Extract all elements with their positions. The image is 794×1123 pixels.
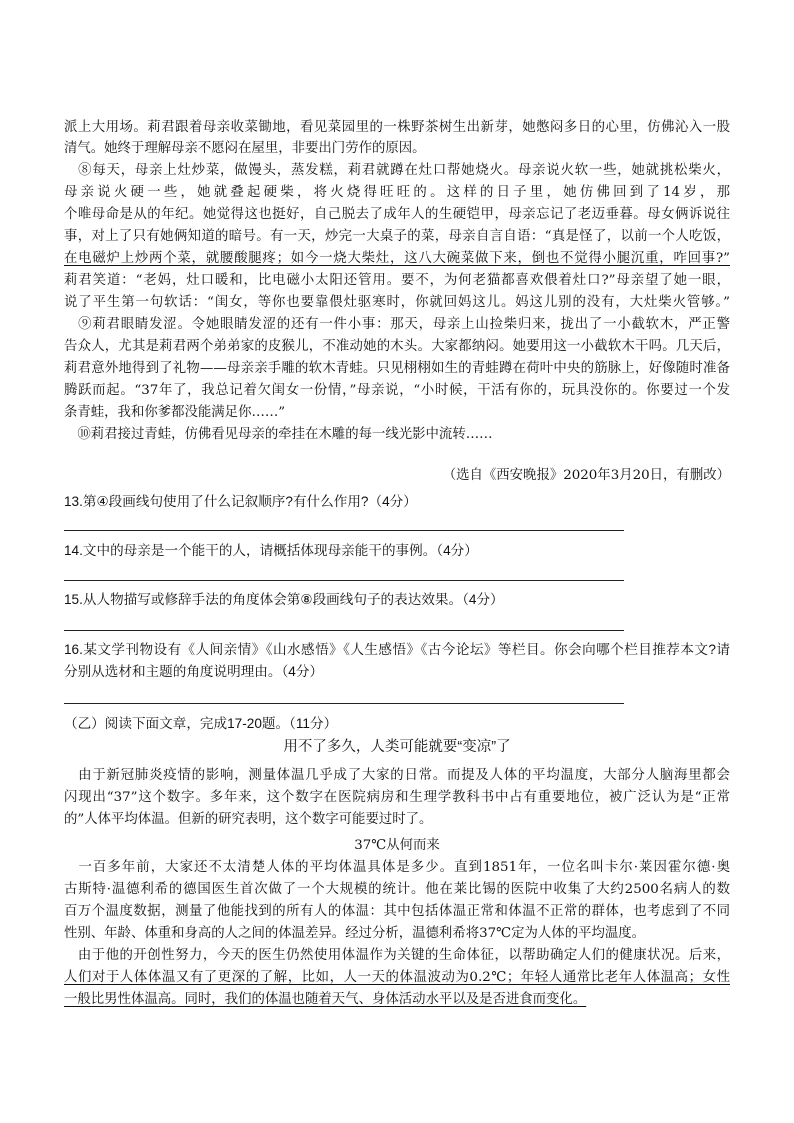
question-q14: 14.文中的母亲是一个能干的人，请概括体现母亲能干的事例。（4分） — [64, 543, 478, 558]
paragraph-line: 一般比男性体温高。同时，我们的体温也随着天气、身体活动水平以及是否进食而变化。 — [64, 992, 587, 1007]
paragraph-line: 条青蛙，我和你爹都没能满足你……” — [64, 405, 286, 420]
answer-line[interactable] — [64, 630, 624, 631]
paragraph-line: 个唯母命是从的年纪。她觉得这也挺好，自己脱去了成年人的生硬铠甲，母亲忘记了老迈垂暮。母女俩诉说往 — [64, 207, 730, 222]
question-q16-cont: 分别从选材和主题的角度说明理由。（4分） — [64, 664, 324, 679]
paragraph-line: 母亲说火硬一些，她就叠起硬柴，将火烧得旺旺的。这样的日子里，她仿佛回到了14岁，那 — [64, 185, 730, 200]
paragraph-line: 事，对上了只有她俩知道的暗号。有一天，炒完一大桌子的菜，母亲自言自语：“真是怪了，以前一个人吃饭， — [64, 229, 730, 244]
paragraph-line: 由于他的开创性努力，今天的医生仍然使用体温作为关键的生命体征，以帮助确定人们的健康状况。后来， — [64, 948, 730, 963]
article-title: 用不了多久，人类可能就要“变凉”了 — [283, 739, 511, 755]
paragraph-line: 莉君意外地得到了礼物——母亲亲手雕的软木青蛙。只见栩栩如生的青蛙蹲在荷叶中央的筋脉上，好像随时准备 — [64, 361, 730, 376]
answer-line[interactable] — [64, 530, 624, 531]
paragraph-line: 古斯特·温德利希的德国医生首次做了一个大规模的统计。他在莱比锡的医院中收集了大约2500名病人的数 — [64, 882, 730, 897]
paragraph-line: 闪现出“37”这个数字。多年来，这个数字在医院病房和生理学教科书中占有重要地位，被广泛认为是“正常 — [64, 790, 730, 805]
paragraph-line: ⑨莉君眼睛发涩。令她眼睛发涩的还有一件小事：那天，母亲上山捡柴归来，拢出了一小截软木，严正警 — [64, 317, 730, 332]
question-q15: 15.从人物描写或修辞手法的角度体会第⑧段画线句子的表达效果。（4分） — [64, 592, 504, 607]
paragraph-line: 派上大用场。莉君跟着母亲收菜锄地，看见菜园里的一株野茶树生出新芽，她憋闷多日的心里，仿佛沁入一股 — [64, 120, 730, 135]
paragraph-line: 性别、年龄、体重和身高的人之间的体温差异。经过分析，温德利希将37℃定为人体的平均温度。 — [64, 926, 646, 941]
paragraph-line: 清气。她终于理解母亲不愿闷在屋里，非要出门劳作的原因。 — [64, 141, 426, 156]
question-q13: 13.第④段画线句使用了什么记叙顺序?有什么作用?（4分） — [64, 494, 417, 509]
paragraph-line: ⑧每天，母亲上灶炒菜，做馒头，蒸发糕，莉君就蹲在灶口帮她烧火。母亲说火软一些，她就挑松柴火， — [64, 163, 730, 178]
answer-line[interactable] — [64, 580, 624, 581]
paragraph-line: 在电磁炉上炒两个菜，就腰酸腿疼；如今一烧大柴灶，这八大碗菜做下来，倒也不觉得小腿沉重，咋回事?” — [64, 251, 730, 266]
paragraph-line: 告众人，尤其是莉君两个弟弟家的皮猴儿，不准动她的木头。大家都纳闷。她要用这一小截软木干吗。几天后， — [64, 339, 730, 354]
paragraph-line: 人们对于人体体温又有了更深的了解，比如，人一天的体温波动为0.2℃；年轻人通常比老年人体温高；女性 — [64, 970, 730, 985]
paragraph-line: 的”人体平均体温。但新的研究表明，这个数字可能要过时了。 — [64, 812, 433, 827]
answer-line[interactable] — [64, 703, 624, 704]
paragraph-line: 莉君笑道：“老妈，灶口暖和，比电磁小太阳还管用。要不，为何老猫都喜欢偎着灶口?”母亲望了她一眼， — [64, 273, 730, 288]
section-heading: （乙）阅读下面文章，完成17-20题。（11分） — [64, 716, 338, 731]
article-subtitle: 37℃从何而来 — [354, 838, 440, 853]
paragraph-line: 一百多年前，大家还不太清楚人体的平均体温具体是多少。直到1851年，一位名叫卡尔·莱因霍尔德·奥 — [64, 860, 730, 875]
source-attribution: （选自《西安晚报》2020年3月20日，有删改） — [442, 468, 730, 483]
paragraph-line: 由于新冠肺炎疫情的影响，测量体温几乎成了大家的日常。而提及人体的平均温度，大部分人脑海里都会 — [64, 768, 730, 783]
paragraph-line: ⑩莉君接过青蛙，仿佛看见母亲的牵挂在木雕的每一线光影中流转…… — [64, 427, 493, 442]
question-q16: 16.某文学刊物设有《人间亲情》《山水感悟》《人生感悟》《古今论坛》等栏目。你会向哪个栏目推荐本文?请 — [64, 642, 730, 657]
paragraph-line: 说了平生第一句软话：“闺女，等你也要靠偎灶驱寒时，你就回妈这儿。妈这儿别的没有，大灶柴火管够。” — [64, 295, 730, 310]
paragraph-line: 百万个温度数据，测量了他能找到的所有人的体温：其中包括体温正常和体温不正常的群体，也考虑到了不同 — [64, 904, 730, 919]
paragraph-line: 腾跃而起。“37年了，我总记着欠闺女一份情，”母亲说，“小时候，干活有你的，玩具没你的。你要过一个发 — [64, 383, 730, 398]
